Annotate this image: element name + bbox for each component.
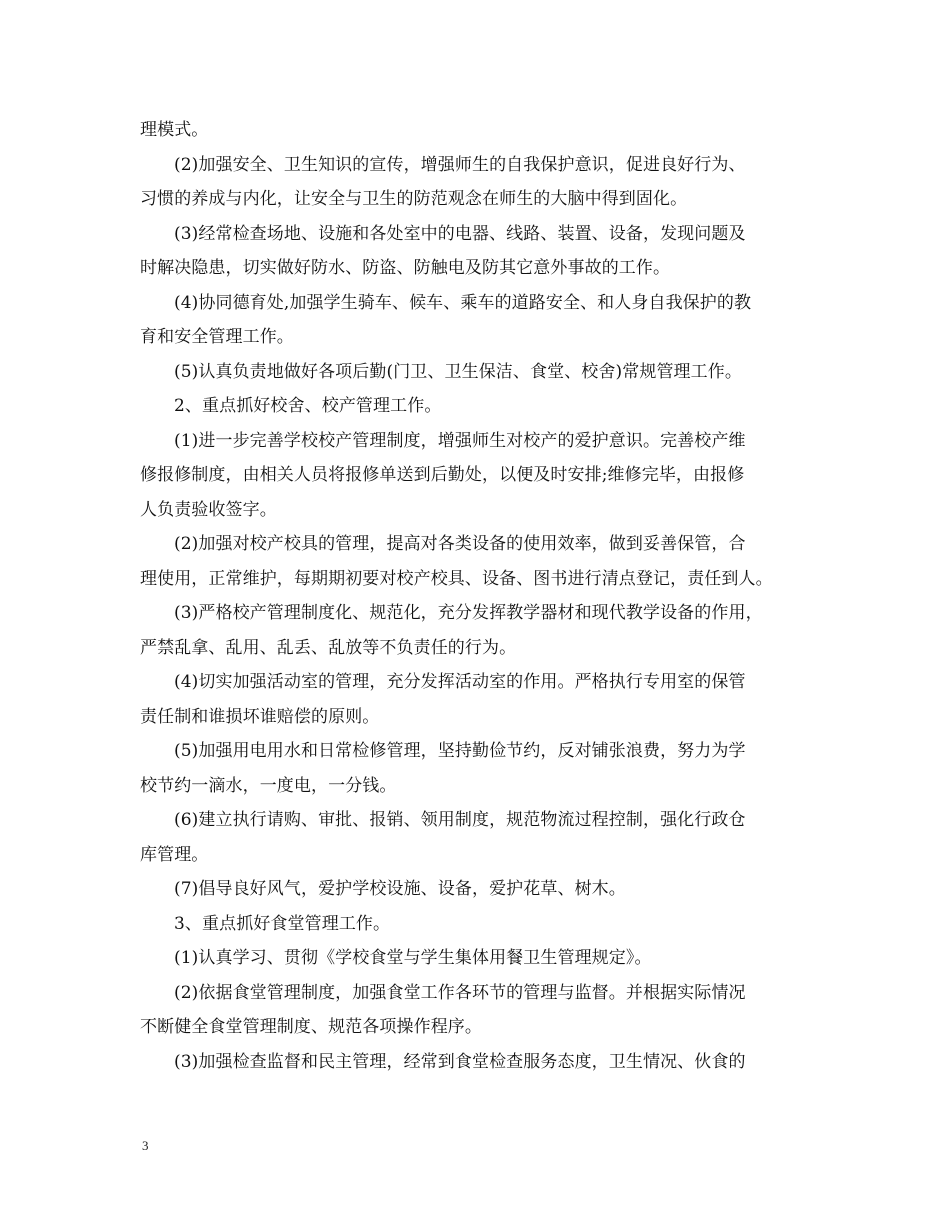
text-line: (2)加强对校产校具的管理，提高对各类设备的使用效率，做到妥善保管，合	[174, 534, 746, 554]
text-line: 修报修制度，由相关人员将报修单送到后勤处，以便及时安排;维修完毕，由报修	[140, 465, 745, 485]
text-line: (1)认真学习、贯彻《学校食堂与学生集体用餐卫生管理规定》。	[174, 948, 652, 968]
text-line: (6)建立执行请购、审批、报销、领用制度，规范物流过程控制，强化行政仓	[174, 810, 746, 830]
text-line: (7)倡导良好风气，爱护学校设施、设备，爱护花草、树木。	[174, 879, 626, 899]
text-line: 库管理。	[140, 844, 209, 865]
text-line: (5)认真负责地做好各项后勤(门卫、卫生保洁、食堂、校舍)常规管理工作。	[174, 361, 742, 382]
text-line: (3)严格校产管理制度化、规范化，充分发挥教学器材和现代教学设备的作用，	[174, 603, 763, 623]
text-line: 理模式。	[140, 120, 209, 140]
text-line: 校节约一滴水，一度电，一分钱。	[140, 775, 397, 796]
text-line: 人负责验收签字。	[140, 499, 277, 520]
text-line: (2)依据食堂管理制度，加强食堂工作各环节的管理与监督。并根据实际情况	[174, 982, 746, 1003]
text-line: 2、重点抓好校舍、校产管理工作。	[174, 396, 442, 416]
text-line: (4)切实加强活动室的管理，充分发挥活动室的作用。严格执行专用室的保管	[174, 672, 746, 692]
text-line: (3)加强检查监督和民主管理，经常到食堂检查服务态度，卫生情况、伙食的	[174, 1051, 746, 1072]
text-line: 理使用，正常维护，每期期初要对校产校具、设备、图书进行清点登记，责任到人。	[140, 568, 773, 589]
text-line: 责任制和谁损坏谁赔偿的原则。	[140, 706, 380, 727]
text-line: 严禁乱拿、乱用、乱丢、乱放等不负责任的行为。	[140, 637, 517, 658]
text-line: (5)加强用电用水和日常检修管理，坚持勤俭节约，反对铺张浪费，努力为学	[174, 741, 746, 761]
text-line: 不断健全食堂管理制度、规范各项操作程序。	[140, 1017, 482, 1037]
text-line: 习惯的养成与内化，让安全与卫生的防范观念在师生的大脑中得到固化。	[140, 189, 688, 209]
text-line: (4)协同德育处,加强学生骑车、候车、乘车的道路安全、和人身自我保护的教	[174, 292, 752, 313]
text-line: 时解决隐患，切实做好防水、防盗、防触电及防其它意外事故的工作。	[140, 258, 671, 278]
page-number: 3	[142, 1138, 149, 1153]
document-body	[140, 113, 820, 1079]
text-line: (3)经常检查场地、设施和各处室中的电器、线路、装置、设备，发现问题及	[174, 223, 746, 244]
text-line: 育和安全管理工作。	[140, 327, 294, 347]
text-line: 3、重点抓好食堂管理工作。	[174, 913, 391, 934]
text-line: (2)加强安全、卫生知识的宣传，增强师生的自我保护意识，促进良好行为、	[174, 154, 746, 175]
text-line: (1)进一步完善学校校产管理制度，增强师生对校产的爱护意识。完善校产维	[174, 430, 746, 451]
